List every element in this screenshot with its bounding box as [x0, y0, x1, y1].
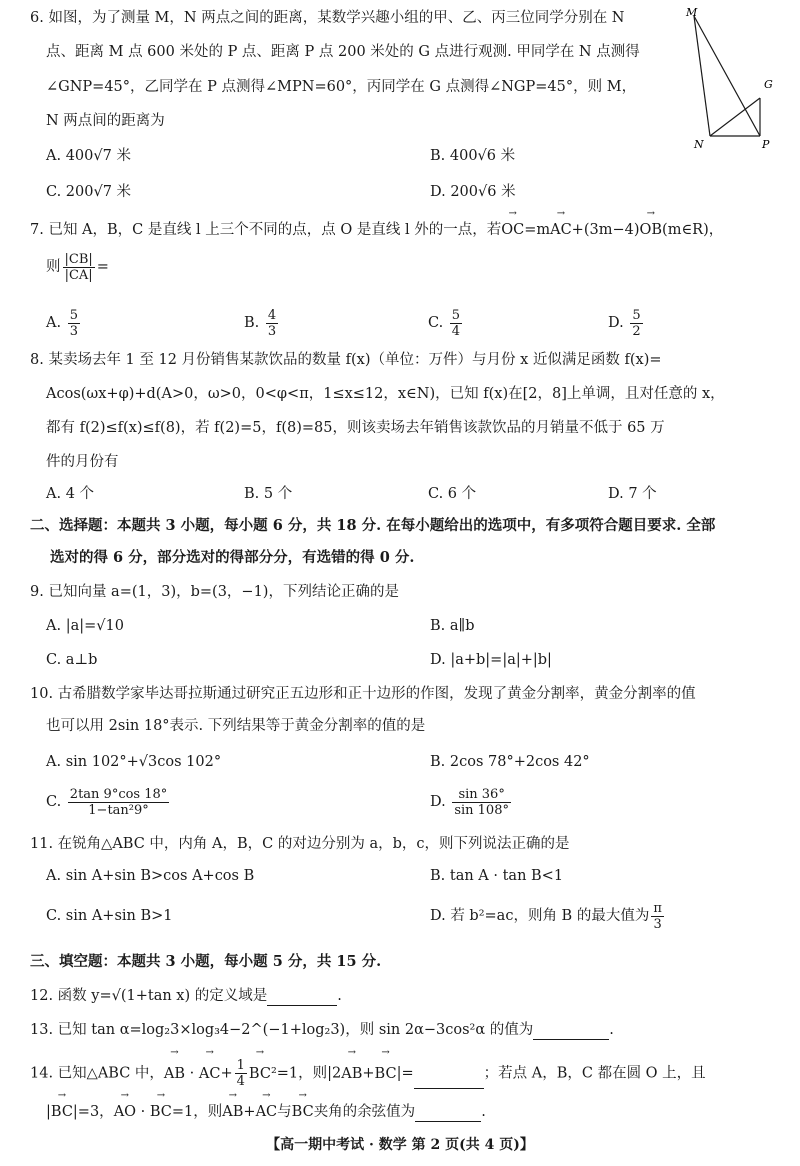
q10-line2: 也可以用 2sin 18°表示. 下列结果等于黄金分割率的值的是 — [46, 718, 426, 734]
q13-period: . — [609, 1022, 614, 1038]
q14-frac-num: 1 — [236, 1058, 245, 1073]
q7-b-num: 4 — [267, 307, 277, 323]
q14-quarter-frac — [235, 1058, 247, 1089]
q14-dot: · — [185, 1065, 199, 1082]
q14-l2d: 与 — [277, 1104, 292, 1120]
q10-d-frac — [452, 787, 511, 818]
q11-line1: 11. 在锐角△ABC 中，内角 A，B，C 的对边分别为 a，b，c，则下列说法正确的是 — [30, 836, 570, 852]
q11-d-frac — [651, 901, 664, 932]
q14-tail: ；若点 A，B，C 都在圆 O 上，且 — [483, 1065, 706, 1082]
vector-ac-3: → AC — [256, 1102, 278, 1122]
q9-option-b: B. a∥b — [430, 618, 475, 634]
q7-option-d — [608, 306, 645, 340]
q10-option-a: A. sin 102°+√3cos 102° — [46, 754, 222, 770]
q13-stem: 13. 已知 tan α=log₂3×log₃4−2^(−1+log₂3)，则 sin 2α−3cos²α 的值为 — [30, 1022, 534, 1038]
q11-d-den: 3 — [653, 916, 662, 932]
q10-c-num: 2tan 9°cos 18° — [69, 786, 168, 802]
vector-ac: → AC — [550, 220, 572, 240]
q7-b-den: 3 — [267, 323, 277, 339]
vector-bc: → BC — [249, 1059, 271, 1089]
q11-d-num: π — [653, 900, 662, 916]
q7-c-num: 5 — [451, 307, 461, 323]
section-2-heading-line2: 选对的得 6 分，部分选对的得部分分，有选错的得 0 分. — [50, 549, 415, 566]
figure-label-m: M — [686, 6, 698, 19]
q9-line1: 9. 已知向量 a=(1，3)，b=(3，−1)，下列结论正确的是 — [30, 584, 399, 600]
q6-line3: ∠GNP=45°，乙同学在 P 点测得∠MPN=60°，丙同学在 G 点测得∠NGP=45°，则 M， — [46, 79, 637, 95]
vector-bc-2: → BC — [375, 1059, 397, 1089]
q7-a-num: 5 — [69, 307, 78, 323]
q10-d-den: sin 108° — [454, 802, 509, 818]
q7-c-den: 4 — [451, 323, 461, 339]
q7-eq-part: =m — [524, 222, 551, 238]
q14-line1 — [30, 1058, 706, 1089]
vector-ab-3: → AB — [222, 1102, 243, 1122]
vector-ac: → AC — [199, 1059, 221, 1089]
vector-bc-3: → BC — [51, 1102, 73, 1122]
q14-dot2: · — [136, 1104, 150, 1120]
q8-line3: 都有 f(2)≤f(x)≤f(8)，若 f(2)=5，f(8)=85，则该卖场去年销售该款饮品的月销量不低于 65 万 — [46, 420, 665, 436]
q13-answer-blank[interactable] — [533, 1023, 609, 1040]
section-2-heading: 二、选择题：本题共 3 小题，每小题 6 分，共 18 分. 在每小题给出的选项中，有多项符合题目要求. 全部 — [30, 517, 716, 534]
vector-bc-5: → BC — [292, 1102, 314, 1122]
q8-option-b: B. 5 个 — [244, 486, 293, 502]
q7-b-frac — [266, 308, 278, 339]
q9-option-c: C. a⊥b — [46, 652, 98, 668]
vector-ao: → AO — [114, 1102, 136, 1122]
q8-line1: 8. 某卖场去年 1 至 12 月份销售某款饮品的数量 f(x)（单位：万件）与月份 x 近似满足函数 f(x)= — [30, 352, 662, 368]
q7-frac-num: |CB| — [64, 251, 93, 267]
vector-ob: → OB — [640, 220, 663, 240]
q13-line — [30, 1020, 614, 1040]
q14-answer-blank-1[interactable] — [414, 1072, 484, 1089]
q7-option-b — [244, 306, 280, 340]
q14-l2e: 夹角的余弦值为 — [313, 1104, 416, 1120]
q12-period: . — [337, 988, 342, 1004]
q14-stem: 14. 已知△ABC 中， — [30, 1065, 164, 1082]
q7-eq-part2: +(3m−4) — [571, 222, 640, 238]
q8-option-d: D. 7 个 — [608, 486, 657, 502]
q10-c-frac — [68, 787, 169, 818]
q7-d-label: D. — [608, 315, 624, 331]
q14-plus: + — [220, 1065, 233, 1082]
q10-c-label: C. — [46, 794, 62, 810]
q7-stem: 7. 已知 A，B，C 是直线 l 上三个不同的点，点 O 是直线 l 外的一点，若 — [30, 222, 502, 238]
q6-line4: N 两点间的距离为 — [46, 113, 165, 129]
q6-option-c: C. 200√7 米 — [46, 184, 132, 200]
q14-period: . — [481, 1104, 486, 1120]
q6-option-a: A. 400√7 米 — [46, 148, 131, 164]
section-3-heading: 三、填空题：本题共 3 小题，每小题 5 分，共 15 分. — [30, 953, 382, 970]
q14-frac-den: 4 — [236, 1074, 245, 1089]
vector-oc: → OC — [501, 220, 524, 240]
q6-option-b: B. 400√6 米 — [430, 148, 516, 164]
q9-option-d: D. |a+b|=|a|+|b| — [430, 652, 552, 668]
q7-c-frac — [450, 308, 462, 339]
q14-plus3: + — [243, 1104, 256, 1120]
q7-d-frac — [630, 308, 642, 339]
q7-ratio-fraction — [63, 252, 95, 283]
q6-triangle-figure — [684, 6, 784, 152]
q7-c-label: C. — [428, 315, 444, 331]
q14-line2 — [46, 1102, 486, 1122]
q11-d-text: D. 若 b²=ac，则角 B 的最大值为 — [430, 908, 650, 924]
q12-line — [30, 986, 342, 1006]
q14-sq: ²=1，则|2 — [270, 1065, 342, 1082]
q7-line2 — [46, 250, 109, 284]
q8-line4: 件的月份有 — [46, 454, 119, 470]
q7-line1 — [30, 220, 723, 240]
q10-option-d — [430, 784, 513, 820]
page-footer: 【高一期中考试 · 数学 第 2 页(共 4 页)】 — [266, 1137, 534, 1153]
q14-plus2: + — [362, 1065, 375, 1082]
q7-then: 则 — [46, 259, 61, 275]
q7-a-den: 3 — [69, 323, 78, 339]
q10-d-num: sin 36° — [452, 787, 511, 803]
q7-tail: (m∈R)， — [662, 222, 724, 238]
q7-frac-den: |CA| — [64, 267, 93, 283]
q10-c-den: 1−tan²9° — [88, 802, 149, 818]
q12-answer-blank[interactable] — [267, 989, 337, 1006]
q6-option-d: D. 200√6 米 — [430, 184, 516, 200]
q10-option-c — [46, 784, 171, 820]
q7-option-a — [46, 306, 82, 340]
q6-line2: 点、距离 M 点 600 米处的 P 点、距离 P 点 200 米处的 G 点进行观测. 甲同学在 N 点测得 — [46, 44, 640, 60]
q11-option-b: B. tan A · tan B<1 — [430, 868, 564, 884]
vector-bc-4: → BC — [150, 1102, 172, 1122]
q14-abs-open: | — [46, 1104, 51, 1120]
q7-a-frac — [68, 308, 80, 339]
q11-option-d — [430, 898, 666, 934]
q10-line1: 10. 古希腊数学家毕达哥拉斯通过研究正五边形和正十边形的作图，发现了黄金分割率，黄金分割率的值 — [30, 686, 696, 702]
q7-b-label: B. — [244, 315, 260, 331]
q10-d-label: D. — [430, 794, 446, 810]
figure-label-g: G — [764, 78, 773, 91]
q8-option-c: C. 6 个 — [428, 486, 477, 502]
figure-label-p: P — [762, 138, 770, 151]
q14-l2b: |=3， — [72, 1104, 114, 1120]
q11-option-a: A. sin A+sin B>cos A+cos B — [46, 868, 255, 884]
q6-line1: 6. 如图，为了测量 M，N 两点之间的距离，某数学兴趣小组的甲、乙、丙三位同学分别在 N — [30, 10, 625, 26]
q7-equals: = — [96, 259, 109, 275]
q14-answer-blank-2[interactable] — [415, 1105, 481, 1122]
q8-line2: Acos(ωx+φ)+d(A>0，ω>0，0<φ<π，1≤x≤12，x∈N)，已知 f(x)在[2，8]上单调，且对任意的 x， — [46, 386, 725, 402]
vector-ab-2: → AB — [341, 1059, 362, 1089]
vector-ab: → AB — [164, 1059, 185, 1089]
q14-abs-eq: |= — [396, 1065, 414, 1082]
q12-stem: 12. 函数 y=√(1+tan x) 的定义域是 — [30, 988, 268, 1004]
q7-d-den: 2 — [632, 323, 641, 339]
q9-option-a: A. |a|=√10 — [46, 618, 124, 634]
q11-option-c: C. sin A+sin B>1 — [46, 908, 173, 924]
figure-label-n: N — [694, 138, 704, 151]
q7-a-label: A. — [46, 315, 62, 331]
q7-d-num: 5 — [632, 307, 641, 323]
q14-l2c: =1，则 — [171, 1104, 223, 1120]
q10-option-b: B. 2cos 78°+2cos 42° — [430, 754, 590, 770]
q7-option-c — [428, 306, 464, 340]
q8-option-a: A. 4 个 — [46, 486, 95, 502]
